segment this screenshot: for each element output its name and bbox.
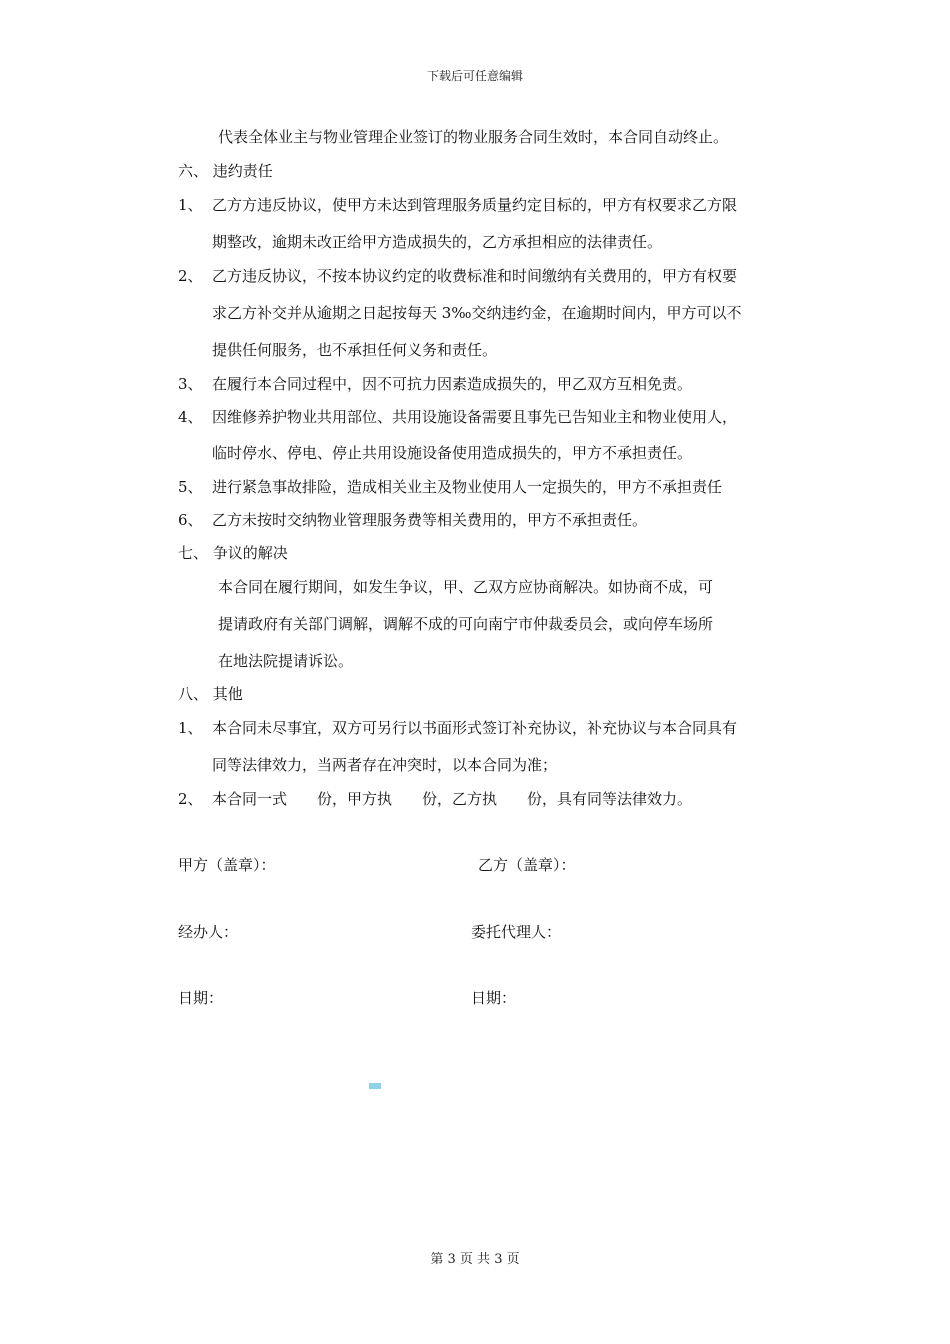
- s6-item-3-line-1: 在履行本合同过程中，因不可抗力因素造成损失的，甲乙双方互相免责。: [212, 375, 693, 393]
- party-a-date-label: 日期：: [178, 989, 224, 1007]
- selection-marker: [369, 1083, 381, 1089]
- s6-item-4-line-2: 临时停水、停电、停止共用设施设备使用造成损失的，甲方不承担责任。: [212, 444, 693, 462]
- s6-item-6-number: 6、: [178, 511, 203, 529]
- s8-item-2-number: 2、: [178, 790, 203, 808]
- s6-item-5-line-1: 进行紧急事故排险，造成相关业主及物业使用人一定损失的，甲方不承担责任: [212, 478, 723, 496]
- s6-item-2-line-2: 求乙方补交并从逾期之日起按每天 3‰交纳违约金，在逾期时间内，甲方可以不: [212, 304, 742, 322]
- s6-item-1-number: 1、: [178, 196, 203, 214]
- intro-line: 代表全体业主与物业管理企业签订的物业服务合同生效时，本合同自动终止。: [218, 128, 729, 146]
- s8-item-1-number: 1、: [178, 719, 203, 737]
- s8-item-1-line-1: 本合同未尽事宜，双方可另行以书面形式签订补充协议，补充协议与本合同具有: [212, 719, 738, 737]
- s7-line-2: 提请政府有关部门调解，调解不成的可向南宁市仲裁委员会，或向停车场所: [218, 615, 714, 633]
- page-footer: 第 3 页 共 3 页: [430, 1252, 520, 1267]
- party-b-seal-label: 乙方（盖章）：: [478, 856, 576, 874]
- s6-item-1-line-1: 乙方方违反协议，使甲方未达到管理服务质量约定目标的，甲方有权要求乙方限: [212, 196, 738, 214]
- s6-item-4-line-1: 因维修养护物业共用部位、共用设施设备需要且事先已告知业主和物业使用人，: [212, 408, 738, 426]
- s6-item-6-line-1: 乙方未按时交纳物业管理服务费等相关费用的，甲方不承担责任。: [212, 511, 648, 529]
- s8-item-1-line-2: 同等法律效力，当两者存在冲突时，以本合同为准；: [212, 756, 558, 774]
- s6-item-5-number: 5、: [178, 478, 203, 496]
- s7-line-1: 本合同在履行期间，如发生争议，甲、乙双方应协商解决。如协商不成，可: [218, 578, 714, 596]
- s6-item-4-number: 4、: [178, 408, 203, 426]
- s6-item-1-line-2: 期整改，逾期未改正给甲方造成损失的，乙方承担相应的法律责任。: [212, 233, 663, 251]
- s6-item-2-line-3: 提供任何服务，也不承担任何义务和责任。: [212, 341, 498, 359]
- party-b-date-label: 日期：: [471, 989, 517, 1007]
- handler-label: 经办人：: [178, 923, 239, 941]
- s7-line-3: 在地法院提请诉讼。: [218, 652, 354, 670]
- s6-item-2-line-1: 乙方违反协议，不按本协议约定的收费标准和时间缴纳有关费用的，甲方有权要: [212, 267, 738, 285]
- s6-item-2-number: 2、: [178, 267, 203, 285]
- section-7-title: 七、 争议的解决: [178, 544, 288, 562]
- s8-item-2-line-1: 本合同一式 份，甲方执 份，乙方执 份，具有同等法律效力。: [212, 790, 693, 808]
- party-a-seal-label: 甲方（盖章）：: [178, 856, 276, 874]
- section-8-title: 八、 其他: [178, 685, 243, 703]
- s6-item-3-number: 3、: [178, 375, 203, 393]
- agent-label: 委托代理人：: [471, 923, 562, 941]
- page-header: 下载后可任意编辑: [426, 69, 523, 83]
- section-6-title: 六、 违约责任: [178, 162, 273, 180]
